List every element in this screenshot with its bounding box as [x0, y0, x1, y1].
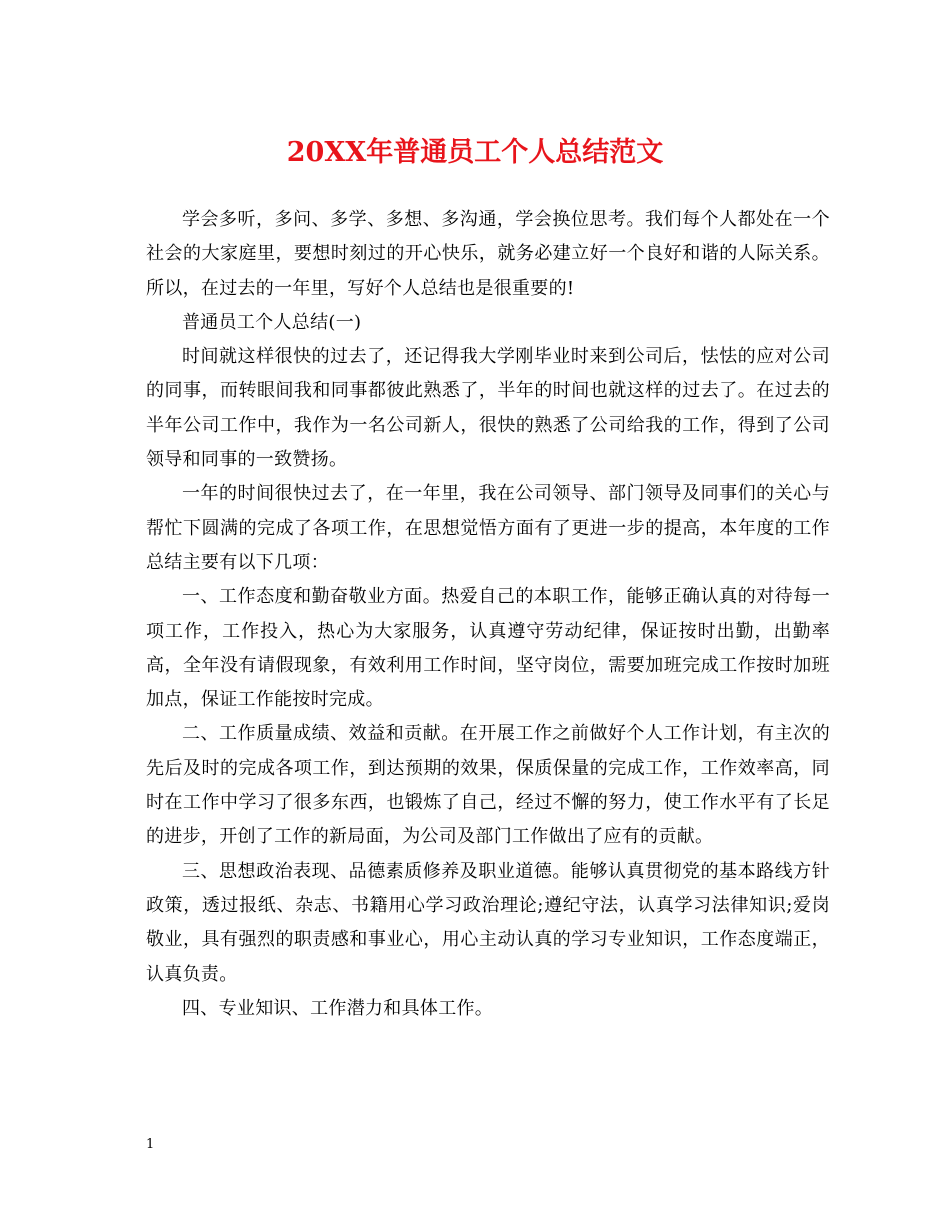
section-heading: 普通员工个人总结(一): [182, 311, 362, 333]
paragraph-attitude: 一、工作态度和勤奋敬业方面。热爱自己的本职工作，能够正确认真的对待每一项工作，工作投入，热心为大家服务，认真遵守劳动纪律，保证按时出勤，出勤率高，全年没有请假现象，有效利用工作时间，坚守岗位，需要加班完成工作按时加班加点，保证工作能按时完成。: [146, 586, 830, 711]
paragraph-ethics: 三、思想政治表现、品德素质修养及职业道德。能够认真贯彻党的基本路线方针政策，透过报纸、杂志、书籍用心学习政治理论;遵纪守法，认真学习法律知识;爱岗敬业，具有强烈的职责感和事业心，用心主动认真的学习专业知识，工作态度端正，认真负责。: [146, 860, 830, 985]
document-title: 20XX年普通员工个人总结范文: [286, 137, 664, 168]
document-body: [146, 203, 830, 1026]
paragraph-time: 时间就这样很快的过去了，还记得我大学刚毕业时来到公司后，怯怯的应对公司的同事，而转眼间我和同事都彼此熟悉了，半年的时间也就这样的过去了。在过去的半年公司工作中，我作为一名公司新人，很快的熟悉了公司给我的工作，得到了公司领导和同事的一致赞扬。: [146, 346, 830, 471]
paragraph-skills: 四、专业知识、工作潜力和具体工作。: [182, 997, 494, 1019]
paragraph-quality: 二、工作质量成绩、效益和贡献。在开展工作之前做好个人工作计划，有主次的先后及时的完成各项工作，到达预期的效果，保质保量的完成工作，工作效率高，同时在工作中学习了很多东西，也锻炼了自己，经过不懈的努力，使工作水平有了长足的进步，开创了工作的新局面，为公司及部门工作做出了应有的贡献。: [146, 723, 830, 848]
page-number: 1: [146, 1137, 155, 1152]
paragraph-year: 一年的时间很快过去了，在一年里，我在公司领导、部门领导及同事们的关心与帮忙下圆满的完成了各项工作，在思想觉悟方面有了更进一步的提高，本年度的工作总结主要有以下几项：: [146, 483, 830, 573]
paragraph-intro: 学会多听，多问、多学、多想、多沟通，学会换位思考。我们每个人都处在一个社会的大家庭里，要想时刻过的开心快乐，就务必建立好一个良好和谐的人际关系。所以，在过去的一年里，写好个人总结也是很重要的!: [146, 209, 830, 299]
